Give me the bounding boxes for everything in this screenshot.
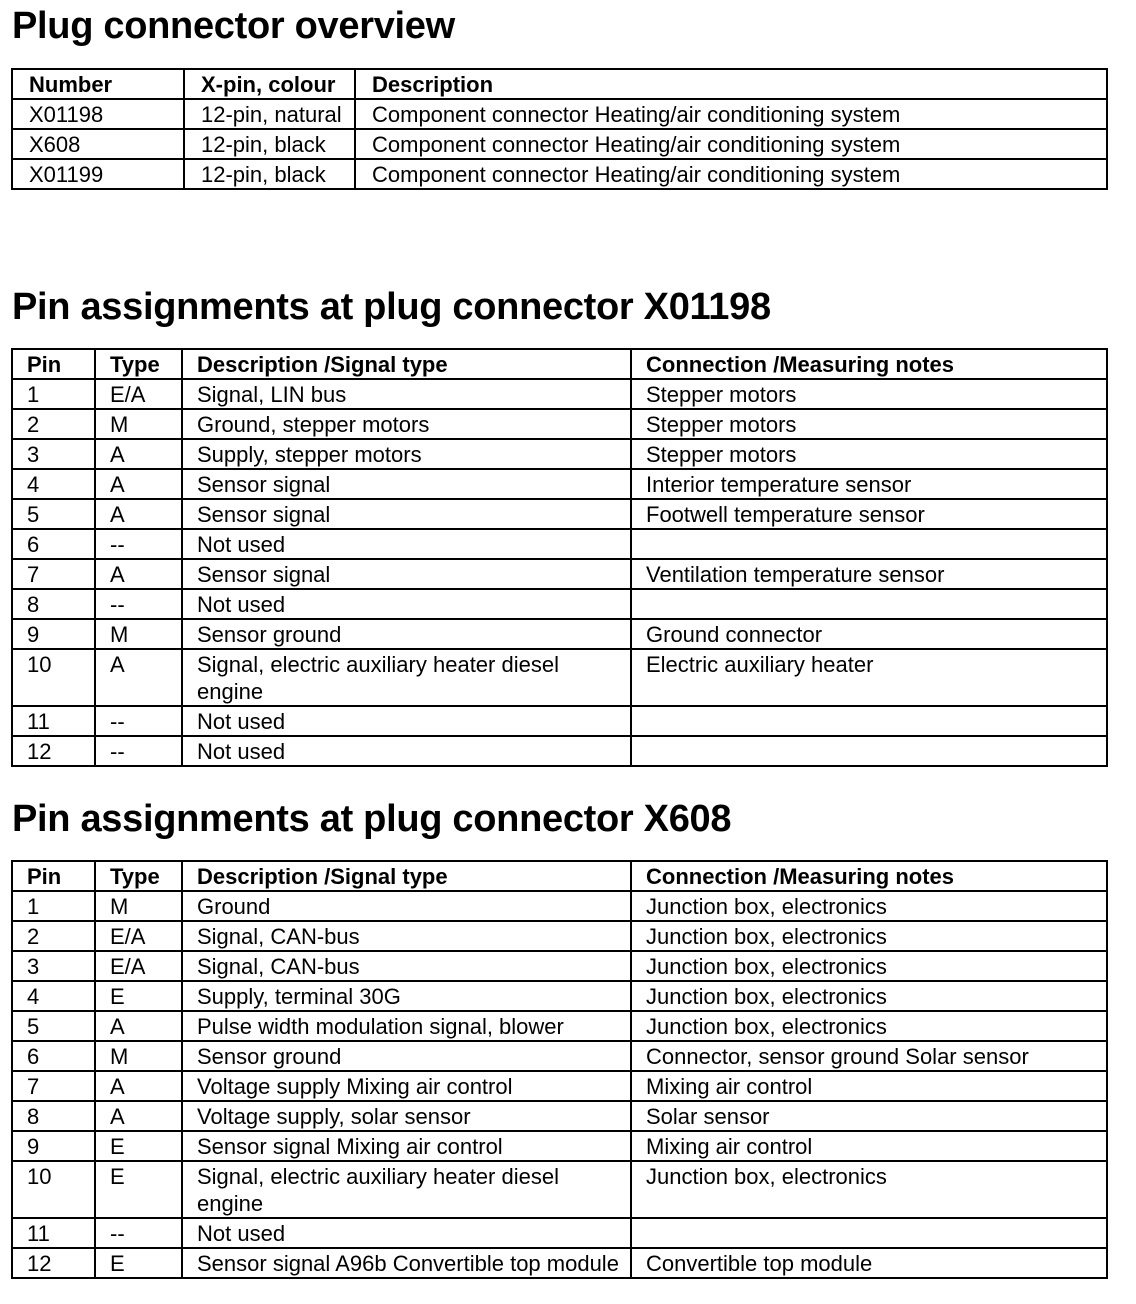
connection-notes-cell — [631, 589, 1107, 619]
connection-notes-cell: Footwell temperature sensor — [631, 499, 1107, 529]
table-row — [12, 379, 1107, 409]
pin-cell: 7 — [12, 1071, 95, 1101]
type-cell: A — [95, 1101, 182, 1131]
type-cell: A — [95, 1011, 182, 1041]
pin-cell: 2 — [12, 409, 95, 439]
table-row — [12, 129, 1107, 159]
pin-cell: 12 — [12, 736, 95, 766]
type-cell: M — [95, 1041, 182, 1071]
signal-description-cell: Signal, LIN bus — [182, 379, 631, 409]
description-cell: Component connector Heating/air conditioning system — [355, 99, 1107, 129]
type-cell: A — [95, 469, 182, 499]
x-pin-colour-cell: 12-pin, natural — [184, 99, 355, 129]
pin-cell: 1 — [12, 379, 95, 409]
connection-notes-cell: Mixing air control — [631, 1071, 1107, 1101]
type-cell: A — [95, 439, 182, 469]
table-row — [12, 981, 1107, 1011]
table-row — [12, 1041, 1107, 1071]
signal-description-cell: Voltage supply, solar sensor — [182, 1101, 631, 1131]
signal-description-cell: Not used — [182, 589, 631, 619]
table-row — [12, 619, 1107, 649]
type-cell: E/A — [95, 951, 182, 981]
type-cell: E — [95, 1248, 182, 1278]
table-row — [12, 559, 1107, 589]
type-cell: M — [95, 619, 182, 649]
type-cell: E — [95, 1131, 182, 1161]
signal-description-cell: Supply, stepper motors — [182, 439, 631, 469]
number-cell: X01199 — [12, 159, 184, 189]
x-pin-colour-cell: 12-pin, black — [184, 159, 355, 189]
description-cell: Component connector Heating/air conditioning system — [355, 159, 1107, 189]
table-row — [12, 1248, 1107, 1278]
connection-notes-cell: Solar sensor — [631, 1101, 1107, 1131]
connection-notes-cell: Stepper motors — [631, 379, 1107, 409]
type-header: Type — [95, 349, 182, 379]
connection-notes-cell: Junction box, electronics — [631, 1161, 1107, 1218]
table-row — [12, 1071, 1107, 1101]
type-cell: M — [95, 891, 182, 921]
table-row — [12, 529, 1107, 559]
x-pin-colour-header: X-pin, colour — [184, 69, 355, 99]
connection-notes-cell: Junction box, electronics — [631, 891, 1107, 921]
signal-description-cell: Not used — [182, 706, 631, 736]
pin-cell: 11 — [12, 706, 95, 736]
pin-cell: 1 — [12, 891, 95, 921]
connection-notes-cell: Mixing air control — [631, 1131, 1107, 1161]
description-header: Description — [355, 69, 1107, 99]
number-header: Number — [12, 69, 184, 99]
number-cell: X608 — [12, 129, 184, 159]
type-cell: E/A — [95, 379, 182, 409]
pin-cell: 3 — [12, 951, 95, 981]
connection-notes-cell — [631, 529, 1107, 559]
pin-cell: 6 — [12, 529, 95, 559]
pin-cell: 4 — [12, 981, 95, 1011]
signal-description-header: Description /Signal type — [182, 349, 631, 379]
type-cell: E — [95, 981, 182, 1011]
table-row — [12, 706, 1107, 736]
signal-description-cell: Not used — [182, 1218, 631, 1248]
pin-cell: 9 — [12, 1131, 95, 1161]
signal-description-cell: Pulse width modulation signal, blower — [182, 1011, 631, 1041]
table-row — [12, 649, 1107, 706]
table-row — [12, 589, 1107, 619]
table-header-row — [12, 349, 1107, 379]
pin-cell: 3 — [12, 439, 95, 469]
connection-notes-cell: Stepper motors — [631, 409, 1107, 439]
connection-notes-cell: Stepper motors — [631, 439, 1107, 469]
signal-description-cell: Sensor ground — [182, 619, 631, 649]
connection-notes-cell: Junction box, electronics — [631, 951, 1107, 981]
table-row — [12, 736, 1107, 766]
pin-cell: 8 — [12, 1101, 95, 1131]
signal-description-cell: Sensor signal — [182, 499, 631, 529]
table-row — [12, 409, 1107, 439]
type-cell: -- — [95, 529, 182, 559]
pin-cell: 12 — [12, 1248, 95, 1278]
table-row — [12, 891, 1107, 921]
signal-description-cell: Supply, terminal 30G — [182, 981, 631, 1011]
connection-notes-cell: Connector, sensor ground Solar sensor — [631, 1041, 1107, 1071]
pin-cell: 2 — [12, 921, 95, 951]
table-header-row — [12, 69, 1107, 99]
table-row — [12, 1218, 1107, 1248]
connection-notes-header: Connection /Measuring notes — [631, 861, 1107, 891]
connection-notes-cell: Electric auxiliary heater — [631, 649, 1107, 706]
overview-title: Plug connector overview — [12, 5, 455, 47]
signal-description-cell: Sensor ground — [182, 1041, 631, 1071]
table-row — [12, 1101, 1107, 1131]
signal-description-cell: Sensor signal — [182, 469, 631, 499]
x608-title: Pin assignments at plug connector X608 — [12, 798, 732, 840]
connection-notes-header: Connection /Measuring notes — [631, 349, 1107, 379]
signal-description-header: Description /Signal type — [182, 861, 631, 891]
number-cell: X01198 — [12, 99, 184, 129]
pin-cell: 5 — [12, 499, 95, 529]
type-cell: -- — [95, 1218, 182, 1248]
pin-cell: 8 — [12, 589, 95, 619]
pin-cell: 4 — [12, 469, 95, 499]
signal-description-cell: Sensor signal Mixing air control — [182, 1131, 631, 1161]
table-row — [12, 499, 1107, 529]
type-cell: E — [95, 1161, 182, 1218]
pin-cell: 10 — [12, 649, 95, 706]
type-cell: A — [95, 1071, 182, 1101]
connection-notes-cell — [631, 706, 1107, 736]
type-cell: A — [95, 499, 182, 529]
type-cell: M — [95, 409, 182, 439]
table-row — [12, 951, 1107, 981]
type-cell: A — [95, 649, 182, 706]
table-row — [12, 1161, 1107, 1218]
pin-header: Pin — [12, 861, 95, 891]
table-row — [12, 99, 1107, 129]
connection-notes-cell: Ventilation temperature sensor — [631, 559, 1107, 589]
pin-cell: 7 — [12, 559, 95, 589]
x608-pin-table — [11, 860, 1108, 1279]
table-row — [12, 921, 1107, 951]
pin-cell: 9 — [12, 619, 95, 649]
connection-notes-cell: Junction box, electronics — [631, 981, 1107, 1011]
table-header-row — [12, 861, 1107, 891]
signal-description-cell: Ground, stepper motors — [182, 409, 631, 439]
signal-description-cell: Voltage supply Mixing air control — [182, 1071, 631, 1101]
signal-description-cell: Sensor signal — [182, 559, 631, 589]
type-cell: E/A — [95, 921, 182, 951]
signal-description-cell: Not used — [182, 529, 631, 559]
table-row — [12, 1131, 1107, 1161]
connection-notes-cell: Junction box, electronics — [631, 1011, 1107, 1041]
pin-cell: 5 — [12, 1011, 95, 1041]
type-cell: -- — [95, 589, 182, 619]
signal-description-cell: Signal, electric auxiliary heater diesel engine — [182, 649, 631, 706]
pin-cell: 11 — [12, 1218, 95, 1248]
pin-header: Pin — [12, 349, 95, 379]
x01198-pin-table — [11, 348, 1108, 767]
signal-description-cell: Signal, CAN-bus — [182, 951, 631, 981]
connection-notes-cell: Junction box, electronics — [631, 921, 1107, 951]
connection-notes-cell — [631, 736, 1107, 766]
table-row — [12, 439, 1107, 469]
pin-cell: 10 — [12, 1161, 95, 1218]
signal-description-cell: Not used — [182, 736, 631, 766]
pin-cell: 6 — [12, 1041, 95, 1071]
description-cell: Component connector Heating/air conditioning system — [355, 129, 1107, 159]
signal-description-cell: Sensor signal A96b Convertible top module — [182, 1248, 631, 1278]
connection-notes-cell — [631, 1218, 1107, 1248]
signal-description-cell: Signal, CAN-bus — [182, 921, 631, 951]
type-cell: A — [95, 559, 182, 589]
x01198-title: Pin assignments at plug connector X01198 — [12, 286, 771, 328]
type-cell: -- — [95, 736, 182, 766]
signal-description-cell: Signal, electric auxiliary heater diesel engine — [182, 1161, 631, 1218]
signal-description-cell: Ground — [182, 891, 631, 921]
type-cell: -- — [95, 706, 182, 736]
table-row — [12, 469, 1107, 499]
connection-notes-cell: Interior temperature sensor — [631, 469, 1107, 499]
connector-overview-table — [11, 68, 1108, 190]
connection-notes-cell: Ground connector — [631, 619, 1107, 649]
table-row — [12, 159, 1107, 189]
x-pin-colour-cell: 12-pin, black — [184, 129, 355, 159]
connection-notes-cell: Convertible top module — [631, 1248, 1107, 1278]
table-row — [12, 1011, 1107, 1041]
type-header: Type — [95, 861, 182, 891]
